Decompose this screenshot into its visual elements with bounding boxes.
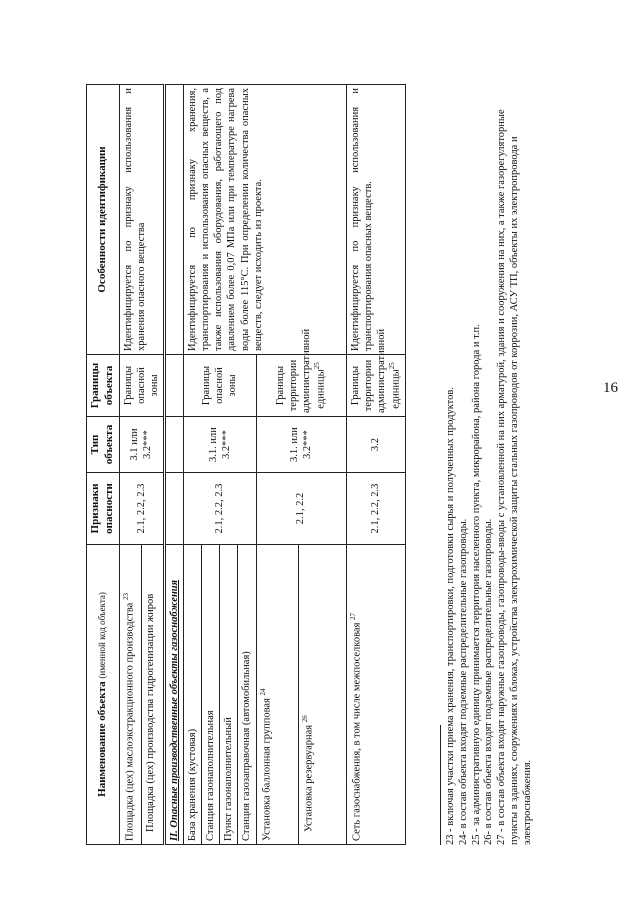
row-name: База хранения (кустовая) [184,545,202,845]
row-signs: 2.1, 2.2, 2.3 [184,473,257,545]
footnote: 27 - в состав объекта входят наружные газопроводы, газопроводы-вводы с установленной на них арматурой, здания и сооружения на них, а также газорегуляторные пункты в зданиях, сооружениях и блоках, устройства электрохимической защиты стальных газопроводов от коррозии, АСУ ТП, объекты их электропровода и электроснабжения. [496,109,533,845]
table-header-row [87,85,120,845]
identification-table [86,84,406,845]
rotated-sheet [86,85,533,845]
row-name: Станция газозаправочная (автомобильная) [238,545,256,845]
footnote: 24- в состав объекта входят подземные распределительные газопроводы. [457,518,469,845]
section-title: II. Опасные производственные объекты газоснабжения [164,545,183,845]
row-borders: Границы опасной зоны [184,355,257,417]
footnote: 25 - за административную единицу принимается территория населенного пункта, микрорайона, района города и т.п. [470,324,482,845]
row-type: 3.2 [346,417,405,473]
table-row [346,85,405,845]
row-name: Установка резервуарная $^{26}$ [298,545,346,845]
row-name: Пункт газонаполнительный [220,545,238,845]
row-signs: 2.1, 2.2, 2.3 [346,473,405,545]
row-borders: Границы территории административной единицы$^{25}$ [346,355,405,417]
footnote-rule [440,725,441,845]
row-features: Идентифицируется по признаку использования и хранения опасного вещества [119,85,164,355]
footnotes [440,85,535,845]
row-type: 3.1. или 3.2*** [184,417,257,473]
table-row [119,85,142,845]
row-type: 3.1. или 3.2*** [256,417,346,473]
row-type: 3.1 или 3.2*** [119,417,164,473]
row-name: Площадка (цех) маслоэкстракционного производства $^{23}$ [119,545,142,845]
header-type: Тип объекта [87,417,120,473]
row-name: Сеть газоснабжения, в том числе межпоселковая $^{27}$ [346,545,405,845]
row-name: Станция газонаполнительная [202,545,220,845]
footnote: 23 - включая участки приема хранения, транспортировки, подготовки сырья и полученных продуктов. [445,387,456,845]
row-signs: 2.1, 2.2 [256,473,346,545]
row-name: Установка баллонная групповая $^{24}$ [256,545,298,845]
header-features: Особенности идентификации [87,85,120,355]
row-borders: Границы опасной зоны [119,355,164,417]
row-name: Площадка (цех) производства гидрогенизации жиров [142,545,164,845]
header-name: Наименование объекта (именной код объекта) [87,545,120,845]
table-row [184,85,202,845]
row-signs: 2.1, 2.2, 2.3 [119,473,164,545]
header-borders: Границы объекта [87,355,120,417]
row-borders: Границы территории административной единицы$^{25}$ [256,355,346,417]
footnote: 26- в состав объекта входят подземные распределительные газопроводы. [483,518,495,845]
page-number: 16 [603,380,618,396]
row-features: Идентифицируется по признаку использования и транспортирования опасных веществ. [346,85,405,355]
header-signs: Признаки опасности [87,473,120,545]
row-features: Идентифицируется по признаку хранения, транспортирования и использования опасных веществ, а также использования оборудования, работающего под давлением более 0,07 МПа или при температуре нагрева воды более 115°С. При определении количества опасных веществ, следует исходить из проекта. [184,85,347,355]
section-row [164,85,183,845]
